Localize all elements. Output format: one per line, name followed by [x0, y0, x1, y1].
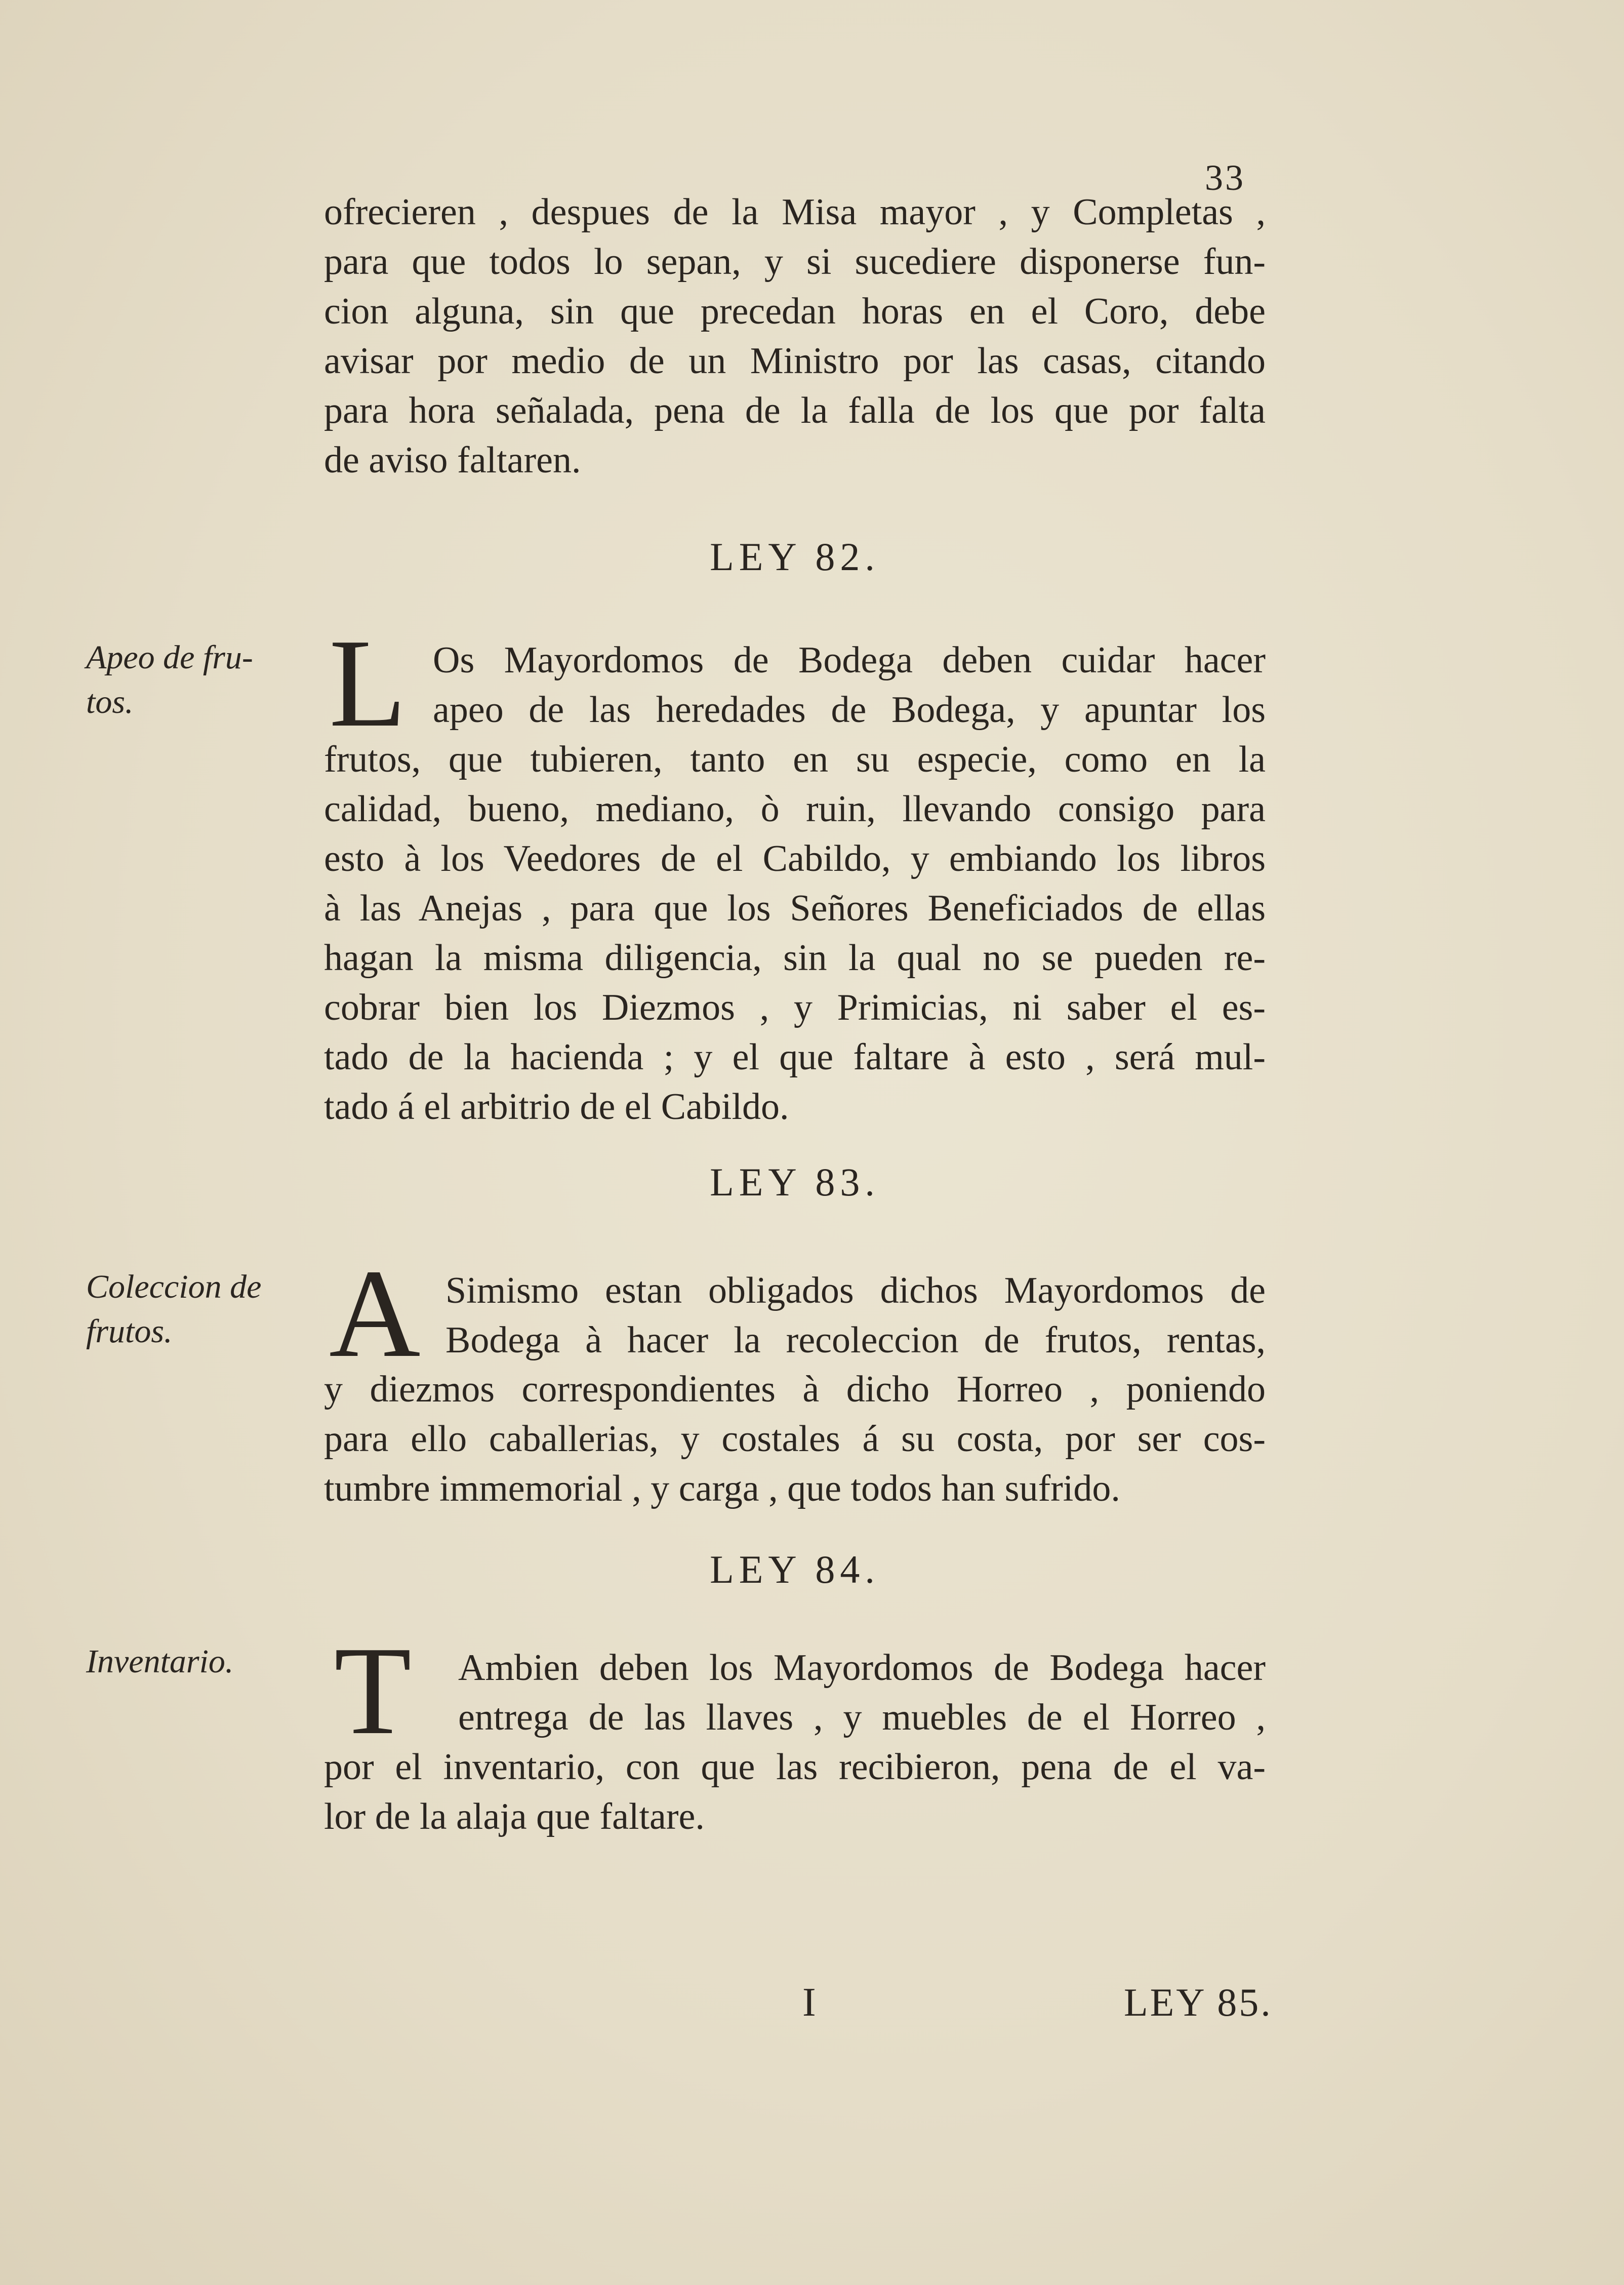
text-line: Os Mayordomos de Bodega deben cuidar hacer — [433, 639, 1266, 681]
ley-84-heading: LEY 84. — [710, 1547, 880, 1591]
ley-83-heading: LEY 83. — [710, 1160, 880, 1204]
text-line: Ambien deben los Mayordomos de Bodega hacer — [458, 1647, 1266, 1689]
show-through-text — [91, 1848, 1053, 1897]
text-line: apeo de las heredades de Bodega, y apuntar los — [433, 689, 1266, 731]
margin-note-line: Coleccion de — [86, 1268, 262, 1305]
ley-82-first-lines — [433, 635, 1266, 735]
text-line: y diezmos correspondientes à dicho Horreo , poniendo — [324, 1369, 1266, 1410]
ley-82-heading: LEY 82. — [710, 535, 880, 579]
catchword: LEY 85. — [1124, 1980, 1273, 2024]
text-line: por el inventario, con que las recibieron, pena de el va- — [324, 1746, 1266, 1788]
text-line: tado de la hacienda ; y el que faltare à esto , será mul- — [324, 1036, 1266, 1078]
margin-note-line: frutos. — [86, 1313, 173, 1350]
ley-84-paragraph — [324, 1742, 1266, 1841]
ley-82-drop-cap: L — [329, 613, 407, 753]
text-line: lor de la alaja que faltare. — [324, 1796, 705, 1837]
ley-84-first-lines — [458, 1643, 1266, 1742]
text-line: cion alguna, sin que precedan horas en el Coro, debe — [324, 291, 1266, 332]
ley-84-margin-note — [86, 1639, 309, 1684]
intro-paragraph — [324, 187, 1266, 485]
text-line: de aviso faltaren. — [324, 439, 581, 481]
text-line: Simismo estan obligados dichos Mayordomos de — [445, 1270, 1266, 1311]
text-line: Bodega à hacer la recoleccion de frutos, rentas, — [445, 1319, 1266, 1361]
text-line: tado á el arbitrio de el Cabildo. — [324, 1086, 789, 1128]
text-line: ofrecieren , despues de la Misa mayor , y Completas , — [324, 191, 1266, 233]
text-line: hagan la misma diligencia, sin la qual no se pueden re- — [324, 937, 1266, 979]
text-line: calidad, bueno, mediano, ò ruin, llevando consigo para — [324, 788, 1266, 830]
text-line: à las Anejas , para que los Señores Beneficiados de ellas — [324, 888, 1266, 929]
ley-83-margin-note — [86, 1265, 309, 1354]
ley-83-first-lines — [445, 1266, 1266, 1365]
margin-note-line: Inventario. — [86, 1643, 234, 1680]
margin-note-line: tos. — [86, 684, 134, 720]
text-line: entrega de las llaves , y muebles de el Horreo , — [458, 1697, 1266, 1738]
ley-82-margin-note — [86, 635, 309, 725]
text-line: tumbre immemorial , y carga , que todos han sufrido. — [324, 1468, 1120, 1509]
text-line: para que todos lo sepan, y si sucediere disponerse fun- — [324, 241, 1266, 283]
signature-mark: I — [802, 1980, 816, 2025]
text-line: esto à los Veedores de el Cabildo, y embiando los libros — [324, 838, 1266, 879]
text-line: para hora señalada, pena de la falla de los que por falta — [324, 390, 1266, 431]
text-line: frutos, que tubieren, tanto en su especie, como en la — [324, 739, 1266, 780]
text-line: avisar por medio de un Ministro por las casas, citando — [324, 340, 1266, 382]
ley-84-drop-cap: T — [334, 1621, 412, 1761]
text-line: cobrar bien los Diezmos , y Primicias, ni saber el es- — [324, 987, 1266, 1028]
ley-82-paragraph — [324, 735, 1266, 1132]
page-number: 33 — [1205, 157, 1245, 198]
ley-83-drop-cap: A — [329, 1244, 421, 1384]
margin-note-line: Apeo de fru- — [86, 639, 253, 676]
text-line: para ello caballerias, y costales á su costa, por ser cos- — [324, 1418, 1266, 1460]
ley-83-paragraph — [324, 1365, 1266, 1513]
